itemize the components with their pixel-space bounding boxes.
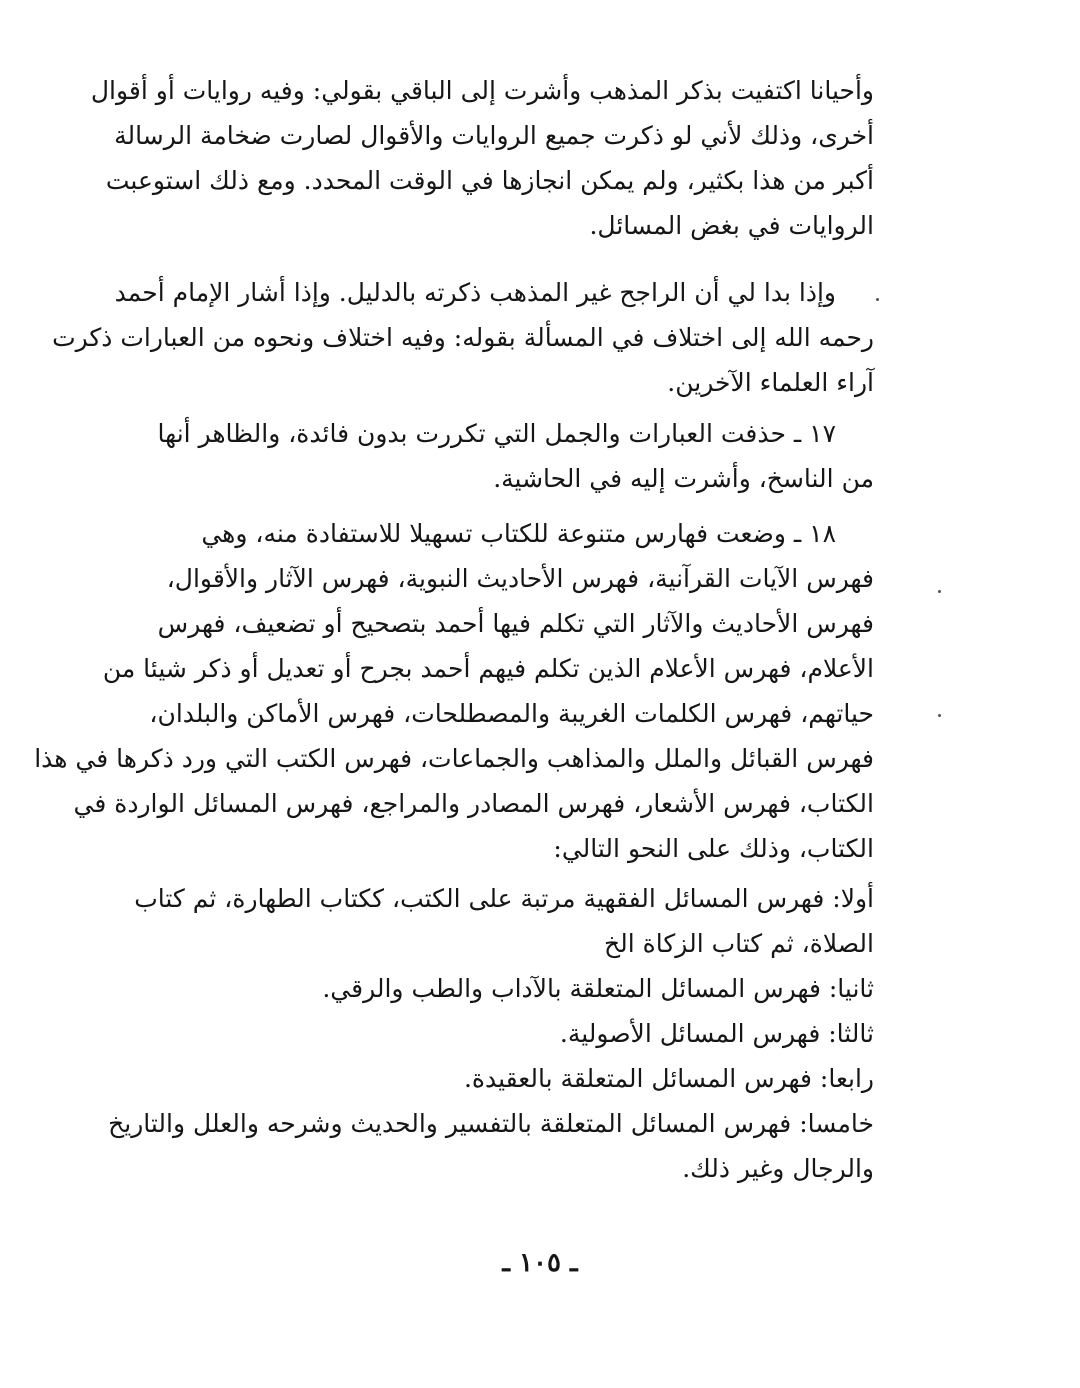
text-line: فهرس الآيات القرآنية، فهرس الأحاديث النبوية، فهرس الآثار والأقوال، — [166, 564, 874, 593]
text-line: أكبر من هذا بكثير، ولم يمكن انجازها في الوقت المحدد. ومع ذلك استوعبت — [105, 166, 874, 195]
text-line: وإذا بدا لي أن الراجح غير المذهب ذكرته بالدليل. وإذا أشار الإمام أحمد — [114, 278, 836, 307]
paragraph-preferred-opinion — [52, 270, 874, 405]
index-list — [108, 876, 874, 1191]
list-item-second: ثانيا: فهرس المسائل المتعلقة بالآداب والطب والرقي. — [322, 974, 874, 1003]
text-line: الكتاب، فهرس الأشعار، فهرس المصادر والمراجع، فهرس المسائل الواردة في — [73, 789, 874, 818]
paragraph-item-18 — [34, 511, 874, 871]
text-line: وأحيانا اكتفيت بذكر المذهب وأشرت إلى الباقي بقولي: وفيه روايات أو أقوال — [90, 76, 874, 105]
text-line: فهرس الأحاديث والآثار التي تكلم فيها أحمد بتصحيح أو تضعيف، فهرس — [157, 609, 874, 638]
text-line: من الناسخ، وأشرت إليه في الحاشية. — [493, 464, 874, 493]
list-item-fifth: خامسا: فهرس المسائل المتعلقة بالتفسير والحديث وشرحه والعلل والتاريخ — [108, 1109, 874, 1138]
text-line: الكتاب، وذلك على النحو التالي: — [553, 834, 874, 863]
text-line: حياتهم، فهرس الكلمات الغريبة والمصطلحات، فهرس الأماكن والبلدان، — [149, 699, 874, 728]
list-item-first: أولا: فهرس المسائل الفقهية مرتبة على الكتب، ككتاب الطهارة، ثم كتاب — [134, 884, 874, 913]
list-item-fifth-cont: والرجال وغير ذلك. — [682, 1154, 874, 1183]
speck-mark — [938, 590, 941, 593]
list-item-first-cont: الصلاة، ثم كتاب الزكاة الخ — [604, 929, 874, 958]
text-line: الأعلام، فهرس الأعلام الذين تكلم فيهم أحمد بجرح أو تعديل أو ذكر شيئا من — [102, 654, 874, 683]
speck-mark — [938, 714, 941, 717]
speck-mark — [876, 298, 879, 301]
text-line: ١٧ ـ حذفت العبارات والجمل التي تكررت بدون فائدة، والظاهر أنها — [157, 419, 836, 448]
paragraph-item-17 — [158, 411, 874, 501]
page-number: ـ ١٠٥ ـ — [502, 1248, 578, 1278]
text-line: رحمه الله إلى اختلاف في المسألة بقوله: وفيه اختلاف ونحوه من العبارات ذكرت — [52, 323, 874, 352]
text-line: أخرى، وذلك لأني لو ذكرت جميع الروايات والأقوال لصارت ضخامة الرسالة — [114, 121, 874, 150]
list-item-fourth: رابعا: فهرس المسائل المتعلقة بالعقيدة. — [463, 1064, 874, 1093]
text-line: ١٨ ـ وضعت فهارس متنوعة للكتاب تسهيلا للاستفادة منه، وهي — [201, 519, 836, 548]
text-line: آراء العلماء الآخرين. — [667, 368, 874, 397]
text-line: فهرس القبائل والملل والمذاهب والجماعات، فهرس الكتب التي ورد ذكرها في هذا — [34, 744, 874, 773]
list-item-third: ثالثا: فهرس المسائل الأصولية. — [559, 1019, 874, 1048]
text-line: الروايات في بغض المسائل. — [589, 211, 874, 240]
paragraph-narrations — [90, 68, 874, 248]
